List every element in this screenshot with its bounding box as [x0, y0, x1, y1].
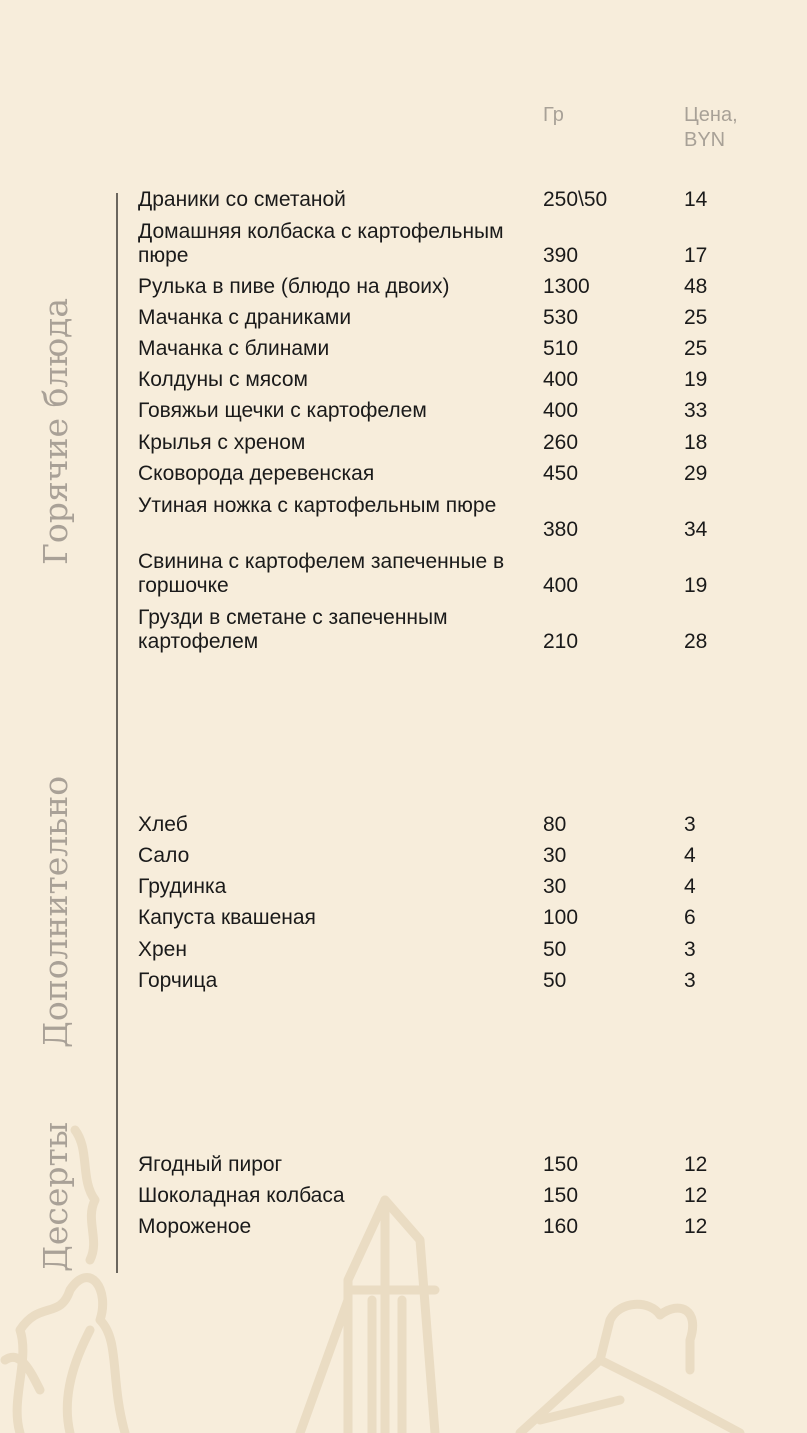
item-price: 25 — [684, 337, 708, 360]
item-name: Крылья с хреном — [138, 431, 306, 454]
item-weight: 1300 — [543, 275, 590, 298]
item-price: 12 — [684, 1184, 708, 1207]
item-price: 17 — [684, 244, 708, 267]
item-price: 3 — [684, 969, 696, 992]
item-name: Капуста квашеная — [138, 906, 316, 929]
item-price: 33 — [684, 399, 708, 422]
item-name: Грудинка — [138, 875, 227, 898]
item-weight: 150 — [543, 1153, 579, 1176]
item-price: 3 — [684, 938, 696, 961]
item-name: Утиная ножка с картофельным пюре — [138, 494, 497, 517]
item-price: 18 — [684, 431, 708, 454]
item-name: Грузди в сметане с запеченным картофелем — [138, 606, 448, 653]
item-weight: 400 — [543, 399, 579, 422]
item-name: Горчица — [138, 969, 218, 992]
item-price: 48 — [684, 275, 708, 298]
item-price: 12 — [684, 1215, 708, 1238]
item-name: Драники со сметаной — [138, 188, 346, 211]
item-name: Мороженое — [138, 1215, 252, 1238]
item-price: 6 — [684, 906, 696, 929]
item-name: Свинина с картофелем запеченные в горшочке — [138, 550, 505, 597]
item-price: 19 — [684, 574, 708, 597]
item-name: Хрен — [138, 938, 187, 961]
item-price: 12 — [684, 1153, 708, 1176]
item-price: 25 — [684, 306, 708, 329]
price-column-header: Цена, BYN — [684, 104, 738, 151]
item-weight: 80 — [543, 813, 567, 836]
section-title-additional: Дополнительно — [36, 775, 75, 1048]
item-weight: 50 — [543, 938, 567, 961]
item-weight: 100 — [543, 906, 579, 929]
item-price: 14 — [684, 188, 708, 211]
item-price: 4 — [684, 875, 696, 898]
item-price: 3 — [684, 813, 696, 836]
item-name: Сковорода деревенская — [138, 462, 375, 485]
item-weight: 30 — [543, 844, 567, 867]
item-weight: 150 — [543, 1184, 579, 1207]
item-weight: 400 — [543, 368, 579, 391]
item-weight: 30 — [543, 875, 567, 898]
item-weight: 450 — [543, 462, 579, 485]
item-weight: 390 — [543, 244, 579, 267]
item-price: 28 — [684, 630, 708, 653]
item-name: Сало — [138, 844, 190, 867]
item-name: Домашняя колбаска с картофельным пюре — [138, 220, 504, 267]
item-price: 4 — [684, 844, 696, 867]
item-name: Мачанка с драниками — [138, 306, 352, 329]
item-name: Колдуны с мясом — [138, 368, 308, 391]
item-name: Говяжьи щечки с картофелем — [138, 399, 427, 422]
item-price: 29 — [684, 462, 708, 485]
item-name: Рулька в пиве (блюдо на двоих) — [138, 275, 450, 298]
item-weight: 210 — [543, 630, 579, 653]
item-weight: 380 — [543, 518, 579, 541]
item-weight: 250\50 — [543, 188, 608, 211]
vertical-divider — [116, 193, 118, 1273]
item-price: 34 — [684, 518, 708, 541]
item-weight: 50 — [543, 969, 567, 992]
item-price: 19 — [684, 368, 708, 391]
item-name: Хлеб — [138, 813, 188, 836]
weight-column-header: Гр — [543, 104, 564, 126]
item-weight: 260 — [543, 431, 579, 454]
item-weight: 400 — [543, 574, 579, 597]
item-weight: 510 — [543, 337, 579, 360]
item-name: Мачанка с блинами — [138, 337, 330, 360]
section-title-desserts: Десерты — [36, 1121, 75, 1272]
item-name: Шоколадная колбаса — [138, 1184, 345, 1207]
section-title-hot-dishes: Горячие блюда — [36, 297, 75, 565]
item-name: Ягодный пирог — [138, 1153, 283, 1176]
item-weight: 160 — [543, 1215, 579, 1238]
item-weight: 530 — [543, 306, 579, 329]
